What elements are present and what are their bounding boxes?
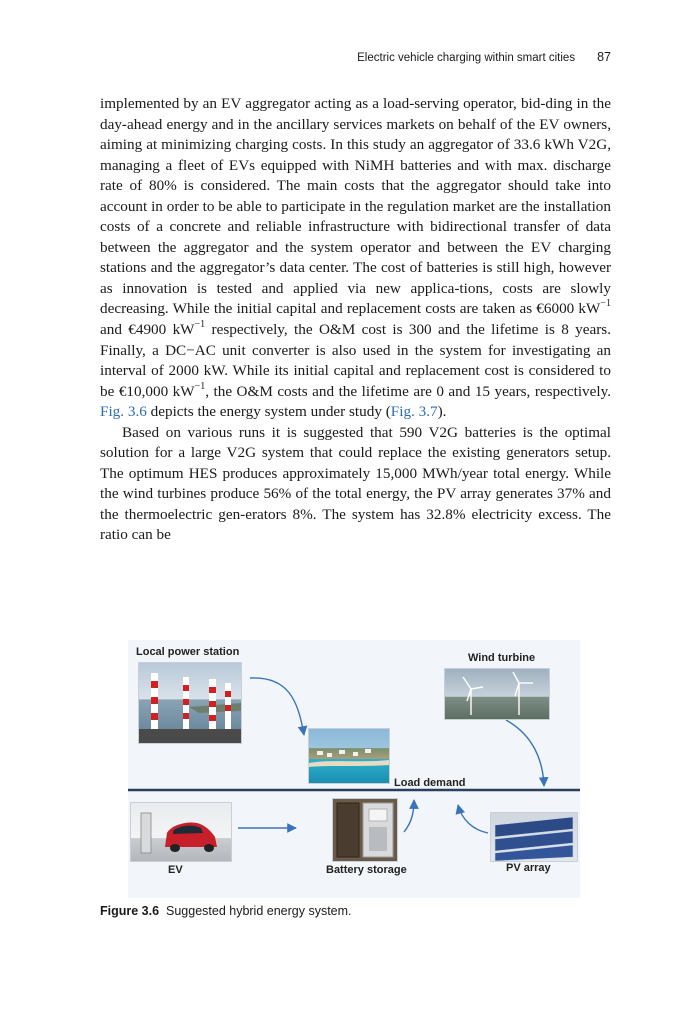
chimney: [183, 677, 189, 735]
paragraph-2: Based on various runs it is suggested that 590 V2G batteries is the optimal solution for a large V2G system that could replace the existing generators setup. The optimum HES produces approximately 15,000 MWh/year total energy. While the wind turbines produce 56% of the total energy, the PV array generates 37% and the thermoelectric gen-erators 8%. The system has 32.8% electricity excess. The ratio can be: [100, 423, 611, 544]
ev-image: [130, 802, 232, 862]
p1-text-a: implemented by an EV aggregator acting as a load-serving operator, bid-ding in the day-ahead energy and in the ancillary services markets on behalf of the EV owners, aiming at minimizing charging costs. In this study an aggregator of 33.6 kWh V2G, managing a fleet of EVs equipped with NiMH batteries and with max. discharge rate of 80% is considered. The main costs that the aggregator should take into account in order to be able to participate in the regulation market are the installation costs of a concrete and reliable infrastructure with bidirectional transfer of data between the aggregator and the system operator and between the EV charging stations and the aggregator’s data center. The cost of batteries is still high, however as innovation is tested and applied via new applica-tions, costs are slowly decreasing. While the initial capital and replacement costs are taken as €6000 kW: [100, 95, 611, 318]
body-text: [100, 94, 611, 546]
figure-3-6-link[interactable]: Fig. 3.6: [100, 403, 147, 421]
superscript: −1: [194, 380, 206, 392]
running-head: [100, 50, 611, 64]
superscript: −1: [194, 318, 206, 330]
p1-text-e: depicts the energy system under study (: [146, 403, 391, 421]
turbine: [463, 677, 483, 715]
p1-text-c: respectively, the O&M cost is 300 and the lifetime is 8 years. Finally, a DC−AC unit converter is also used in the system for investigating an interval of 2000 kW. While its initial capital and replacement cost is considered to be €10,000 kW: [100, 321, 611, 400]
label-load-demand: Load demand: [394, 777, 466, 789]
label-local-power-station: Local power station: [136, 646, 240, 658]
chimney: [151, 673, 158, 735]
paragraph-1: [100, 94, 611, 423]
solar-panel-row: [495, 817, 573, 861]
chimney: [225, 683, 231, 735]
figure-3-6: [128, 640, 580, 898]
caption-label: Figure 3.6: [100, 904, 160, 918]
arrow-station-to-load: [250, 678, 304, 735]
turbine: [513, 672, 533, 715]
figure-3-7-link[interactable]: Fig. 3.7: [390, 403, 438, 421]
p1-text-d: , the O&M costs and the lifetime are 0 and 15 years, respectively.: [205, 382, 612, 400]
wind-turbine-graphic: [445, 669, 549, 719]
pv-array-graphic: [491, 813, 577, 861]
charging-station: [141, 813, 151, 853]
running-title: Electric vehicle charging within smart cities: [357, 52, 576, 64]
p1-text-f: ).: [437, 403, 447, 421]
battery-storage-image: [332, 798, 398, 862]
power-station-graphic: [139, 663, 241, 743]
figure-caption: [100, 904, 611, 918]
load-demand-image: [308, 728, 390, 784]
arrow-pv-to-bus: [458, 805, 488, 833]
caption-text: Suggested hybrid energy system.: [166, 904, 352, 918]
station-building: [139, 729, 241, 743]
town-graphic: [309, 729, 389, 783]
power-station-image: [138, 662, 242, 744]
page-number: 87: [597, 50, 611, 64]
battery-storage-graphic: [333, 799, 397, 861]
label-pv-array: PV array: [506, 862, 551, 874]
pv-array-image: [490, 812, 578, 862]
wind-turbine-image: [444, 668, 550, 720]
label-wind-turbine: Wind turbine: [468, 652, 536, 664]
arrow-wind-to-bus: [506, 720, 544, 786]
chimney: [209, 679, 216, 735]
car-wheel: [170, 844, 180, 852]
label-battery-storage: Battery storage: [326, 864, 407, 876]
ev-graphic: [131, 803, 231, 861]
label-ev: EV: [168, 864, 183, 876]
arrow-battery-to-bus: [404, 800, 414, 832]
p1-text-b: and €4900 kW: [100, 321, 195, 339]
superscript: −1: [600, 298, 611, 310]
car-wheel: [204, 844, 214, 852]
